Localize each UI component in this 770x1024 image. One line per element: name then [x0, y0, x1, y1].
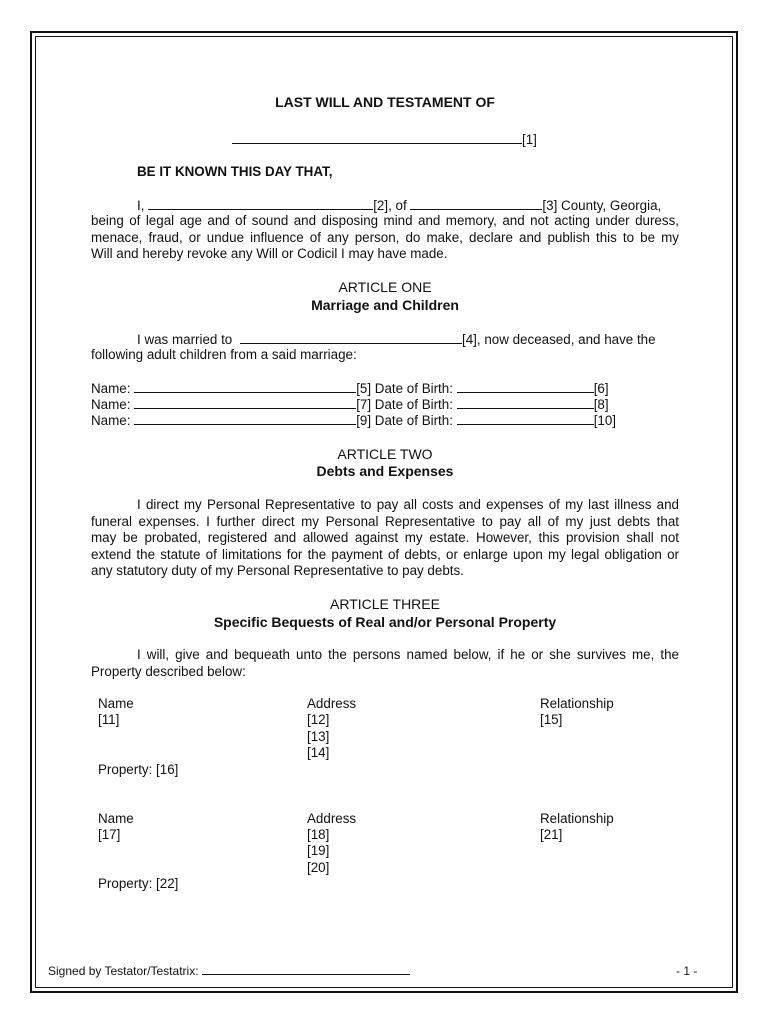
intro-ref-2: [2], of — [373, 198, 407, 213]
child-dob-ref: [8] — [593, 397, 609, 412]
bequest-name-ref: [17] — [98, 827, 121, 842]
debts-line: extend the statute of limitations for the payment of debts, or enlarge upon my legal obligation or — [91, 546, 679, 562]
child-name-label: Name: — [91, 381, 131, 396]
bequest-address-ref: [18] — [307, 827, 330, 842]
intro-ref-3: [3] County, Georgia, — [542, 198, 662, 213]
child-dob-blank — [457, 412, 594, 425]
bequest-property: Property: [16] — [98, 762, 179, 777]
spouse-blank — [240, 331, 462, 344]
bequest-relationship-ref: [15] — [540, 712, 563, 727]
married-label: I was married to — [137, 332, 233, 347]
bequest-name-header: Name — [98, 811, 134, 826]
child-row — [91, 412, 616, 430]
child-name-blank — [134, 412, 356, 425]
child-name-blank — [134, 396, 356, 409]
child-name-blank — [134, 380, 356, 393]
child-row — [91, 380, 609, 398]
article-two-subheading: Debts and Expenses — [316, 463, 454, 479]
bequest-name-ref: [11] — [98, 712, 120, 727]
bequest-name-header: Name — [98, 696, 134, 711]
bequest-intro-line: Property described below: — [91, 663, 246, 679]
testator-name-ref: [1] — [522, 132, 537, 147]
bequest-relationship-ref: [21] — [540, 827, 563, 842]
debts-line: may be probated, registered and allowed against my estate. However, this provision shall not — [91, 530, 679, 545]
bequest-relationship-header: Relationship — [540, 696, 614, 711]
child-dob-ref: [10] — [593, 413, 617, 428]
child-dob-blank — [457, 380, 594, 393]
child-name-label: Name: — [91, 397, 131, 412]
child-dob-blank — [457, 396, 594, 409]
article-one-heading: ARTICLE ONE — [338, 279, 432, 295]
married-line-2: following adult children from a said marriage: — [91, 347, 357, 362]
bequest-address-ref: [19] — [307, 843, 330, 858]
intro-line-4: Will and hereby revoke any Will or Codicil I may have made. — [91, 246, 448, 261]
article-three-subheading: Specific Bequests of Real and/or Personal Property — [213, 614, 557, 630]
bequest-intro-line: I will, give and bequeath unto the persons named below, if he or she survives me, the — [137, 647, 679, 662]
bequest-intro — [91, 647, 679, 680]
debts-line: funeral expenses. I further direct my Personal Representative to pay all of my just debts that — [91, 513, 679, 529]
child-name-ref: [9] Date of Birth: — [356, 413, 453, 428]
married-ref-4: [4], now deceased, and have the — [462, 332, 656, 347]
signature-blank — [202, 963, 410, 975]
document-title: LAST WILL AND TESTAMENT OF — [275, 94, 495, 110]
married-line — [137, 331, 679, 349]
intro-line-2: being of legal age and of sound and disposing mind and memory, and not acting under duress, — [91, 213, 679, 228]
bequest-relationship-header: Relationship — [540, 811, 614, 826]
testator-name-line — [232, 131, 537, 149]
signature-line — [48, 963, 410, 980]
page-number: - 1 - — [676, 964, 698, 978]
debts-paragraph — [91, 497, 679, 580]
bequest-property: Property: [22] — [98, 876, 179, 891]
debts-line: any statutory duty of my Personal Representative to pay debts. — [91, 563, 464, 578]
intro-line-1 — [137, 197, 679, 215]
bequest-address-ref: [13] — [307, 729, 330, 744]
county-blank — [410, 197, 542, 210]
intro-paragraph — [91, 213, 679, 263]
article-three-heading: ARTICLE THREE — [330, 596, 440, 612]
debts-line: I direct my Personal Representative to pay all costs and expenses of my last illness and — [137, 497, 679, 512]
signed-label: Signed by Testator/Testatrix: — [48, 964, 199, 978]
intro-i: I, — [137, 198, 145, 213]
be-it-known-heading: BE IT KNOWN THIS DAY THAT, — [137, 164, 333, 179]
child-name-ref: [7] Date of Birth: — [356, 397, 453, 412]
bequest-address-header: Address — [307, 811, 357, 826]
child-dob-ref: [6] — [593, 381, 609, 396]
bequest-address-ref: [20] — [307, 860, 330, 875]
article-two-heading: ARTICLE TWO — [337, 446, 433, 462]
intro-line-3: menace, fraud, or undue influence of any person, do make, declare and publish this to be my — [91, 229, 679, 245]
child-name-ref: [5] Date of Birth: — [356, 381, 453, 396]
testator-name-blank — [232, 131, 522, 144]
child-row — [91, 396, 609, 414]
child-name-label: Name: — [91, 413, 131, 428]
bequest-address-header: Address — [307, 696, 357, 711]
testator-name-blank-2 — [148, 197, 373, 210]
bequest-address-ref: [14] — [307, 745, 330, 760]
bequest-address-ref: [12] — [307, 712, 330, 727]
article-one-subheading: Marriage and Children — [311, 297, 459, 313]
